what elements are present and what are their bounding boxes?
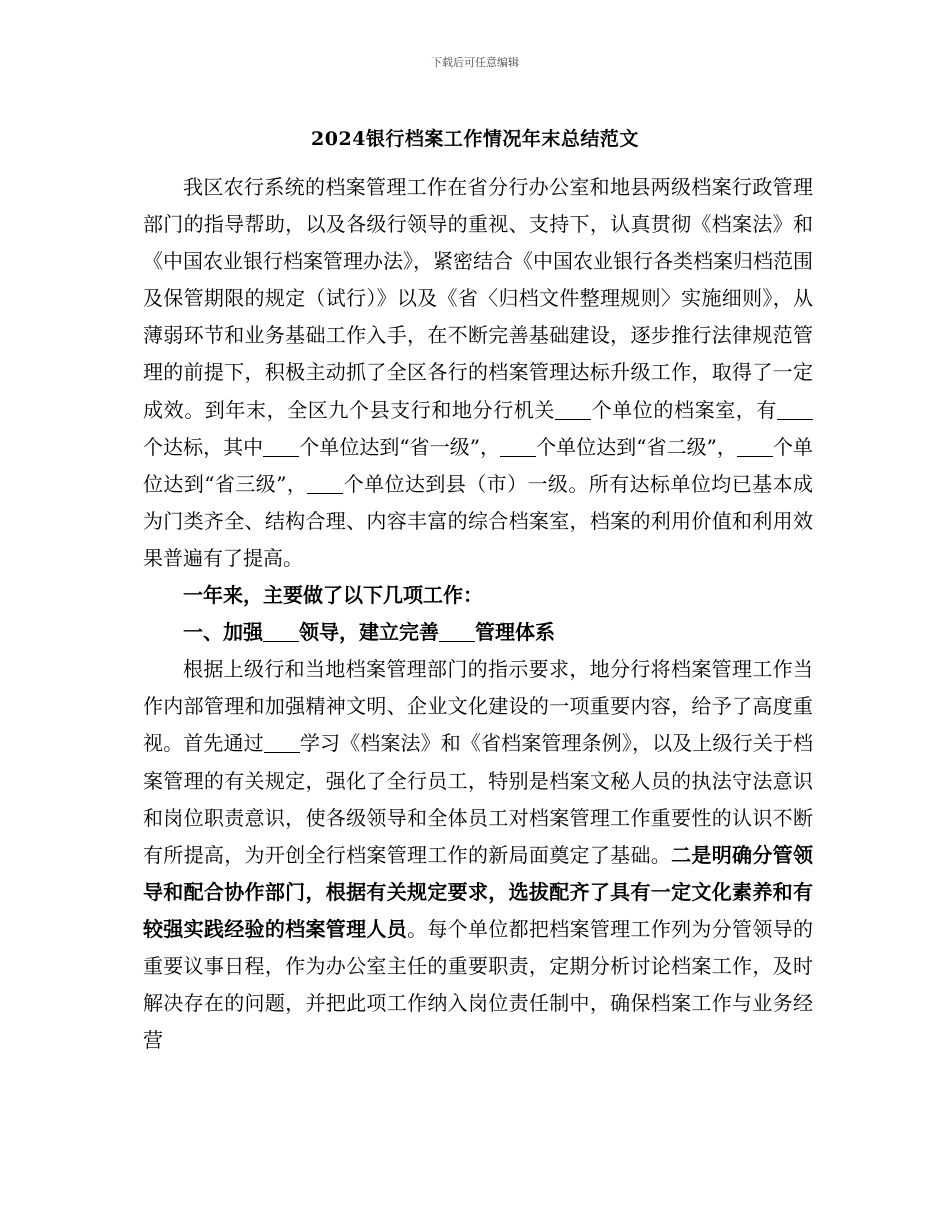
fill-blank <box>777 399 813 420</box>
fill-blank <box>263 436 299 457</box>
paragraph-lead: 一年来，主要做了以下几项工作： <box>183 583 483 608</box>
document-body <box>143 169 813 1059</box>
text-run: 个单位达到“省二级”， <box>536 434 737 459</box>
document-title: 2024银行档案工作情况年末总结范文 <box>311 128 639 150</box>
text-run: 。每个单位都把档案管理工作列为分管领导的重要议事日程，作为办公室主任的重要职责，定期分析讨论档案工作，及时解决存在的问题，并把此项工作纳入岗位责任制中，确保档案工作与业务经营 <box>143 916 813 1053</box>
heading-text: 领导，建立完善 <box>299 620 439 645</box>
text-run: 个单位达到“省一级”， <box>299 434 501 459</box>
text-run: 根据上级行和当地档案管理部门的指示要求，地分行将档案管理工作当作内部管理和加强精神文明、企业文化建设的一项重要内容，给予了高度重视。首先通过 <box>143 657 813 756</box>
heading-text: 一、加强 <box>183 620 263 645</box>
section-heading-1 <box>143 614 813 651</box>
fill-blank <box>263 621 299 642</box>
header-note: 下载后可任意编辑 <box>431 56 519 69</box>
text-run: 个达标，其中 <box>143 434 264 459</box>
fill-blank <box>264 732 300 753</box>
fill-blank <box>500 436 536 457</box>
fill-blank <box>737 436 773 457</box>
heading-text: 管理体系 <box>475 620 555 645</box>
text-run: 个单位的档案室，有 <box>591 397 778 422</box>
fill-blank <box>555 399 591 420</box>
text-run: 我区农行系统的档案管理工作在省分行办公室和地县两级档案行政管理部门的指导帮助，以及各级行领导的重视、支持下，认真贯彻《档案法》和《中国农业银行档案管理办法》，紧密结合《中国农业银行各类档案归档范围及保管期限的规定（试行）》以及《省〈归档文件整理规则〉实施细则》，从薄弱环节和业务基础工作入手，在不断完善基础建设，逐步推行法律规范管理的前提下，积极主动抓了全区各行的档案管理达标升级工作，取得了一定成效。到年末，全区九个县支行和地分行机关 <box>143 175 813 422</box>
fill-blank <box>307 473 343 494</box>
text-run: 学习《档案法》和《省档案管理条例》，以及上级行关于档案管理的有关规定，强化了全行员工，特别是档案文秘人员的执法守法意识和岗位职责意识，使各级领导和全体员工对档案管理工作重要性的认识不断有所提高，为开创全行档案管理工作的新局面奠定了基础。 <box>143 731 813 867</box>
paragraph-section-1 <box>143 651 813 1059</box>
paragraph-intro <box>143 169 813 577</box>
text-run: 个单位达到县（市）一级。所有达标单位均已基本成为门类齐全、结构合理、内容丰富的综合档案室，档案的利用价值和利用效果普遍有了提高。 <box>143 471 814 570</box>
bold-text-run: 二是明确分管领导和配合协作部门，根据有关规定要求，选拔配齐了具有一定文化素养和有较强实践经验的档案管理人员 <box>143 842 813 941</box>
text-run: 个单位达到“省三级”， <box>143 434 814 496</box>
fill-blank <box>439 621 475 642</box>
